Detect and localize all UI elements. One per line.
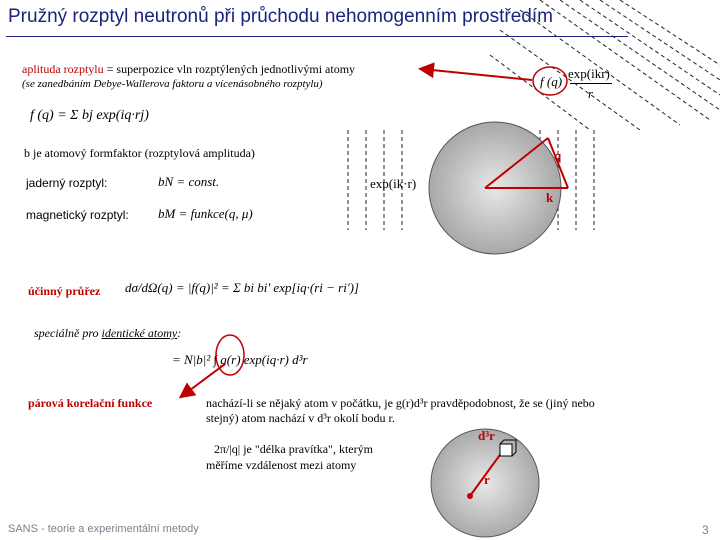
cross-section-label: účinný průřez [28, 284, 101, 298]
amplitude-term: aplituda rozptylu [22, 62, 104, 76]
special-prefix: speciálně pro [34, 326, 102, 340]
vector-q-label: q [554, 148, 562, 163]
red-arrow-amplitude [410, 60, 540, 90]
ruler-line-1: 2π/|q| je "délka pravítka", kterým [214, 442, 373, 456]
page-title: Pružný rozptyl neutronů při průchodu nehomogenním prostředím [8, 6, 553, 27]
special-underlined: identické atomy [101, 326, 178, 340]
formula-r: r [588, 86, 594, 101]
nuclear-label: jaderný rozptyl: [26, 176, 108, 190]
amplitude-def: = superpozice vln rozptýlených jednotlivými atomy [103, 62, 356, 76]
formula-bM: bM = funkce(q, μ) [158, 206, 253, 221]
magnetic-label: magnetický rozptyl: [26, 208, 129, 222]
footer-text: SANS - teorie a experimentální metody [8, 523, 199, 535]
formula-exp-ikr-left: exp(ik·r) [370, 176, 417, 191]
page-number: 3 [702, 523, 709, 537]
formula-cross-section: dσ/dΩ(q) = |f(q)|² = Σ bi bi' exp[iq·(ri − ri')] [125, 280, 359, 295]
formula-sum: f (q) = Σ bj exp(iq·rj) [30, 108, 149, 123]
formula-fq-right: f (q) [540, 74, 563, 89]
formula-integral: = N|b|² ∫ g(r) exp(iq·r) d³r [172, 352, 308, 367]
r-vector-label: r [484, 472, 490, 487]
formula-bN: bN = const. [158, 174, 220, 189]
special-suffix: : [177, 326, 182, 340]
pair-desc-2: stejný) atom nachází v d³r okolí bodu r. [206, 411, 395, 425]
formula-exp-ikr: exp(ikr) [568, 66, 610, 81]
fraction-bar [570, 83, 612, 84]
d3r-label: d³r [478, 428, 495, 443]
pair-desc-1: nachází-li se nějaký atom v počátku, je g(r)d³r pravděpodobnost, že se (jiný nebo [206, 396, 595, 410]
ruler-line-2: měříme vzdálenost mezi atomy [206, 458, 357, 472]
pair-correlation-label: párová korelační funkce [28, 396, 153, 410]
b-description: b je atomový formfaktor (rozptylová amplituda) [24, 146, 255, 160]
vector-k-label: k [546, 190, 554, 205]
amplitude-note: (se zanedbáním Debye-Wallerova faktoru a vícenásobného rozptylu) [22, 78, 323, 90]
amplitude-line [22, 62, 355, 77]
special-line [34, 326, 181, 341]
